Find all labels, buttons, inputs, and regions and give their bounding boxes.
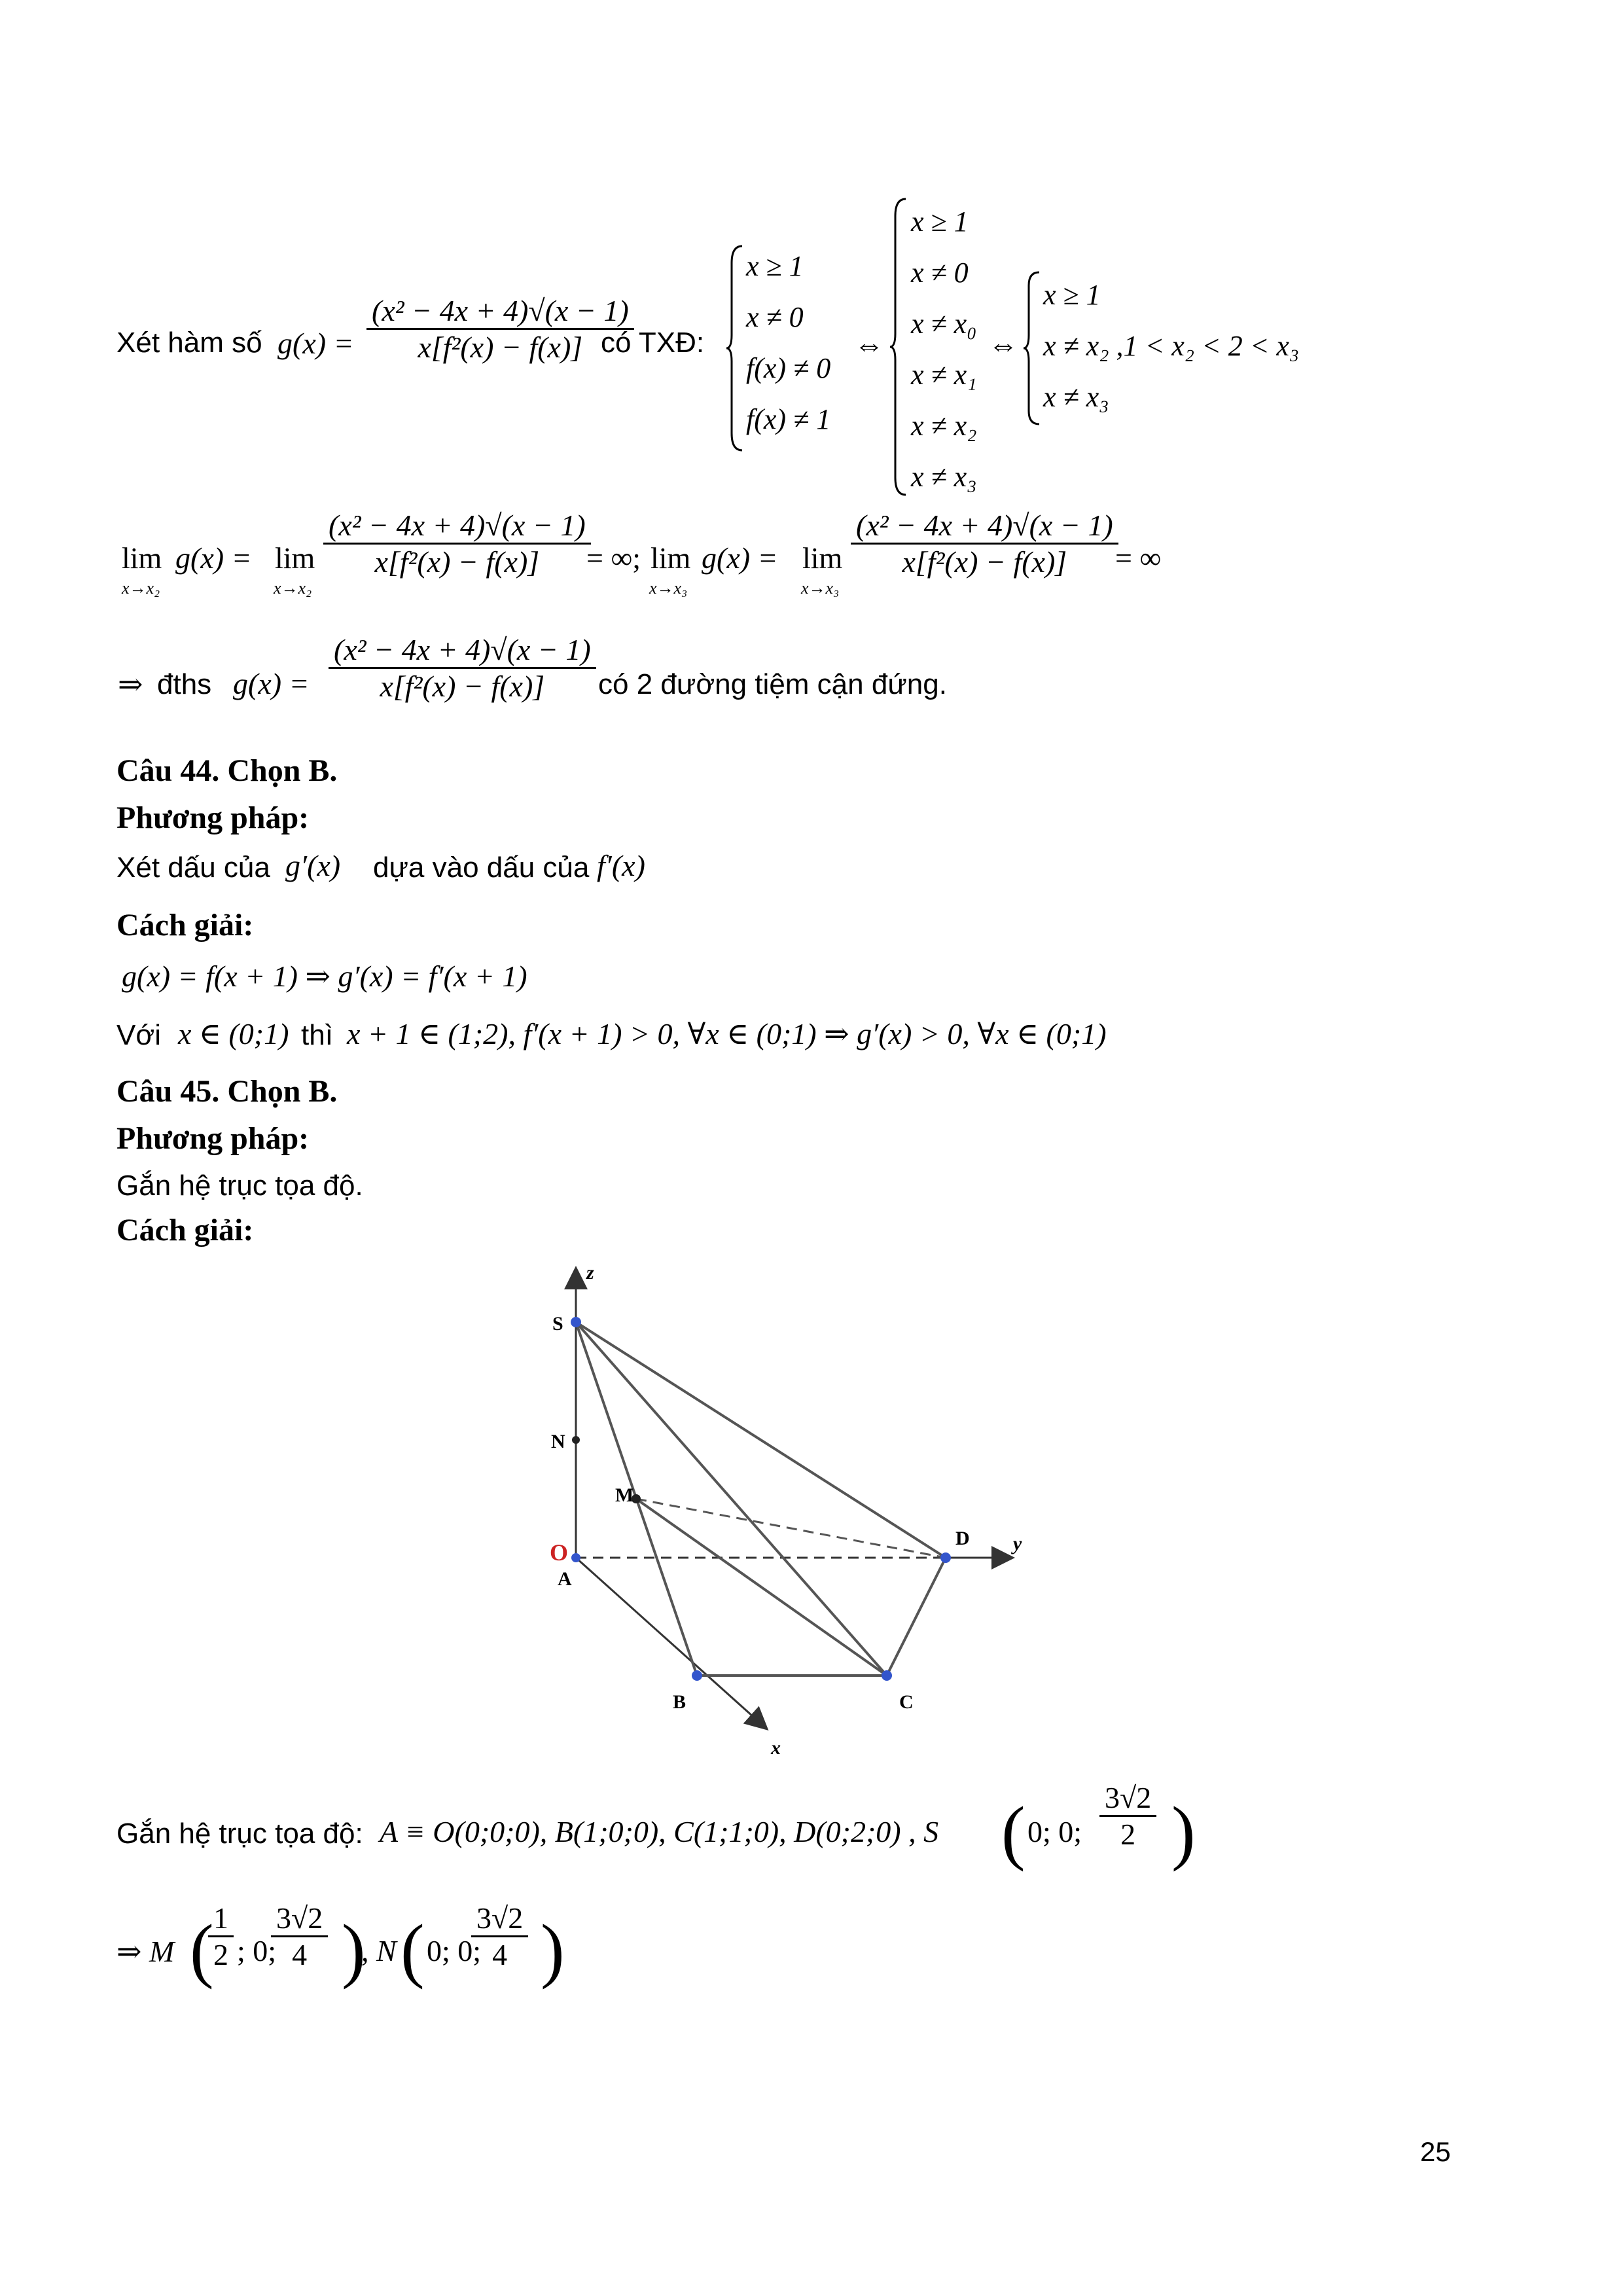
result-prefix: ⇒ M bbox=[116, 1935, 175, 1968]
lim-1: lim bbox=[122, 541, 162, 575]
n-prefix: , N bbox=[361, 1934, 397, 1967]
system-1-row: x ≠ 0 bbox=[746, 301, 804, 333]
point-c bbox=[882, 1670, 892, 1681]
cau44-line2-a: Với bbox=[116, 1019, 161, 1051]
point-b bbox=[692, 1670, 702, 1681]
cau45-method-text: Gắn hệ trục tọa độ. bbox=[116, 1170, 363, 1202]
m-fraction-1 bbox=[208, 1901, 234, 1972]
m-fraction-2 bbox=[271, 1901, 328, 1972]
n-close-paren: ) bbox=[541, 1910, 565, 1990]
conclusion-fraction bbox=[329, 632, 596, 704]
brace-1-icon bbox=[725, 243, 745, 453]
s-prefix: 0; 0; bbox=[1027, 1815, 1082, 1848]
n-fraction bbox=[471, 1901, 528, 1972]
conclusion-g: g(x) = bbox=[233, 667, 310, 700]
lim-2-denominator: x[f²(x) − f(x)] bbox=[902, 545, 1067, 579]
system-2-row: x ≠ x₃ bbox=[911, 461, 977, 493]
lim-1-numerator: (x² − 4x + 4)√(x − 1) bbox=[329, 509, 586, 542]
g-numerator: (x² − 4x + 4)√(x − 1) bbox=[372, 294, 629, 327]
n-mid: 0; 0; bbox=[427, 1934, 482, 1967]
cau45-solution-label: Cách giải: bbox=[116, 1213, 254, 1247]
n-denominator: 4 bbox=[492, 1938, 508, 1971]
conclusion-numerator: (x² − 4x + 4)√(x − 1) bbox=[334, 633, 591, 666]
brace-3-icon bbox=[1022, 270, 1042, 427]
segment-mc bbox=[636, 1499, 887, 1676]
cau44-solution-label: Cách giải: bbox=[116, 908, 254, 942]
label-c: C bbox=[899, 1691, 914, 1713]
cau44-method-text-a: Xét dấu của bbox=[116, 852, 270, 884]
lim-2-result: = ∞ bbox=[1115, 541, 1162, 575]
cau44-line1: g(x) = f(x + 1) ⇒ g′(x) = f′(x + 1) bbox=[122, 960, 527, 993]
conclusion-tail: có 2 đường tiệm cận đứng. bbox=[598, 668, 947, 700]
s-denominator: 2 bbox=[1120, 1818, 1136, 1851]
g-denominator: x[f²(x) − f(x)] bbox=[418, 331, 583, 364]
s-close-paren: ) bbox=[1171, 1792, 1196, 1872]
point-d bbox=[940, 1552, 951, 1563]
lim-1-g: g(x) = bbox=[175, 541, 252, 575]
g-fraction bbox=[366, 293, 634, 365]
system-3-row: x ≠ x₃ bbox=[1043, 381, 1109, 413]
cau44-line2-c: thì bbox=[301, 1019, 333, 1051]
s-open-paren: ( bbox=[1001, 1792, 1026, 1872]
implies-arrow: ⇒ bbox=[118, 668, 143, 701]
system-3-row: x ≠ x₂ ,1 < x₂ < 2 < x₃ bbox=[1043, 330, 1300, 362]
pyramid-figure bbox=[524, 1257, 1047, 1761]
coord-label: Gắn hệ trục tọa độ: bbox=[116, 1818, 363, 1850]
system-1-row: f(x) ≠ 1 bbox=[746, 403, 831, 435]
brace-2-icon bbox=[889, 196, 908, 497]
system-3 bbox=[1043, 270, 1299, 423]
label-z: z bbox=[586, 1262, 594, 1283]
page-number: 25 bbox=[1420, 2136, 1451, 2167]
lim-2-numerator: (x² − 4x + 4)√(x − 1) bbox=[856, 509, 1113, 542]
cau44-title: Câu 44. Chọn B. bbox=[116, 753, 338, 788]
lim-2-fraction bbox=[851, 508, 1118, 579]
xet-ham-so-text: Xét hàm số bbox=[116, 327, 262, 359]
lim-2-sub: x→x₃ bbox=[649, 579, 688, 598]
equiv-symbol-1: ⇔ bbox=[854, 328, 884, 361]
lim-1b: lim bbox=[275, 541, 315, 575]
system-2-row: x ≠ x₂ bbox=[911, 410, 977, 442]
point-n bbox=[572, 1436, 580, 1444]
system-3-row: x ≥ 1 bbox=[1043, 279, 1101, 311]
lim-1-denominator: x[f²(x) − f(x)] bbox=[374, 545, 540, 579]
lim-2b-sub: x→x₃ bbox=[801, 579, 840, 598]
cau45-title: Câu 45. Chọn B. bbox=[116, 1074, 338, 1109]
conclusion-denominator: x[f²(x) − f(x)] bbox=[380, 670, 545, 703]
m-denominator-1: 2 bbox=[213, 1938, 228, 1971]
lim-1b-sub: x→x₂ bbox=[274, 579, 312, 598]
cau44-method-label: Phương pháp: bbox=[116, 800, 310, 835]
m-numerator-1: 1 bbox=[213, 1901, 228, 1935]
system-1-row: f(x) ≠ 0 bbox=[746, 352, 831, 384]
edge-cd bbox=[887, 1558, 946, 1676]
system-2-row: x ≠ 0 bbox=[911, 257, 969, 289]
n-numerator: 3√2 bbox=[476, 1901, 524, 1935]
equiv-symbol-2: ⇔ bbox=[988, 328, 1018, 361]
m-denominator-2: 4 bbox=[292, 1938, 308, 1971]
label-x: x bbox=[771, 1737, 781, 1759]
system-1 bbox=[746, 241, 830, 445]
n-open-paren: ( bbox=[401, 1910, 425, 1990]
system-2 bbox=[911, 196, 977, 503]
m-numerator-2: 3√2 bbox=[276, 1901, 323, 1935]
cau44-method-text-b: dựa vào dấu của bbox=[373, 852, 590, 884]
label-m: M bbox=[615, 1484, 634, 1506]
label-d: D bbox=[955, 1528, 970, 1549]
label-s: S bbox=[552, 1313, 563, 1335]
label-y: y bbox=[1013, 1533, 1022, 1554]
lim-2-g: g(x) = bbox=[702, 541, 778, 575]
m-open-paren: ( bbox=[190, 1910, 214, 1990]
cau44-line2-d: x + 1 ∈ (1;2), f′(x + 1) > 0, ∀x ∈ (0;1) ⇒ g′(x) > 0, ∀x ∈ (0;1) bbox=[347, 1017, 1107, 1050]
lim-2: lim bbox=[651, 541, 691, 575]
m-close-paren: ) bbox=[342, 1910, 366, 1990]
coord-math: A ≡ O(0;0;0), B(1;0;0), C(1;1;0), D(0;2;0) , S bbox=[380, 1815, 939, 1848]
x-axis bbox=[576, 1558, 766, 1728]
lim-1-fraction bbox=[323, 508, 591, 579]
system-2-row: x ≠ x₀ bbox=[911, 308, 977, 340]
system-1-row: x ≥ 1 bbox=[746, 250, 804, 282]
label-n: N bbox=[551, 1431, 565, 1452]
s-fraction bbox=[1099, 1780, 1156, 1852]
dths-text: đths bbox=[157, 668, 212, 700]
s-numerator: 3√2 bbox=[1105, 1781, 1152, 1814]
cau44-method-math-b: f′(x) bbox=[597, 849, 645, 882]
point-s bbox=[571, 1317, 581, 1327]
point-a bbox=[571, 1553, 580, 1562]
txd-label: có TXĐ: bbox=[601, 327, 705, 359]
label-o: O bbox=[550, 1539, 569, 1566]
m-mid: ; 0; bbox=[237, 1934, 277, 1967]
lim-1-result: = ∞; bbox=[586, 541, 641, 575]
label-b: B bbox=[673, 1691, 687, 1713]
cau45-method-label: Phương pháp: bbox=[116, 1121, 310, 1156]
system-2-row: x ≠ x₁ bbox=[911, 359, 977, 391]
lim-1-sub: x→x₂ bbox=[122, 579, 160, 598]
lim-2b: lim bbox=[802, 541, 843, 575]
g-lhs: g(x) = bbox=[277, 327, 354, 360]
label-a: A bbox=[558, 1568, 572, 1590]
system-2-row: x ≥ 1 bbox=[911, 206, 969, 238]
cau44-line2-b: x ∈ (0;1) bbox=[178, 1017, 289, 1050]
cau44-method-math-a: g′(x) bbox=[285, 849, 341, 882]
